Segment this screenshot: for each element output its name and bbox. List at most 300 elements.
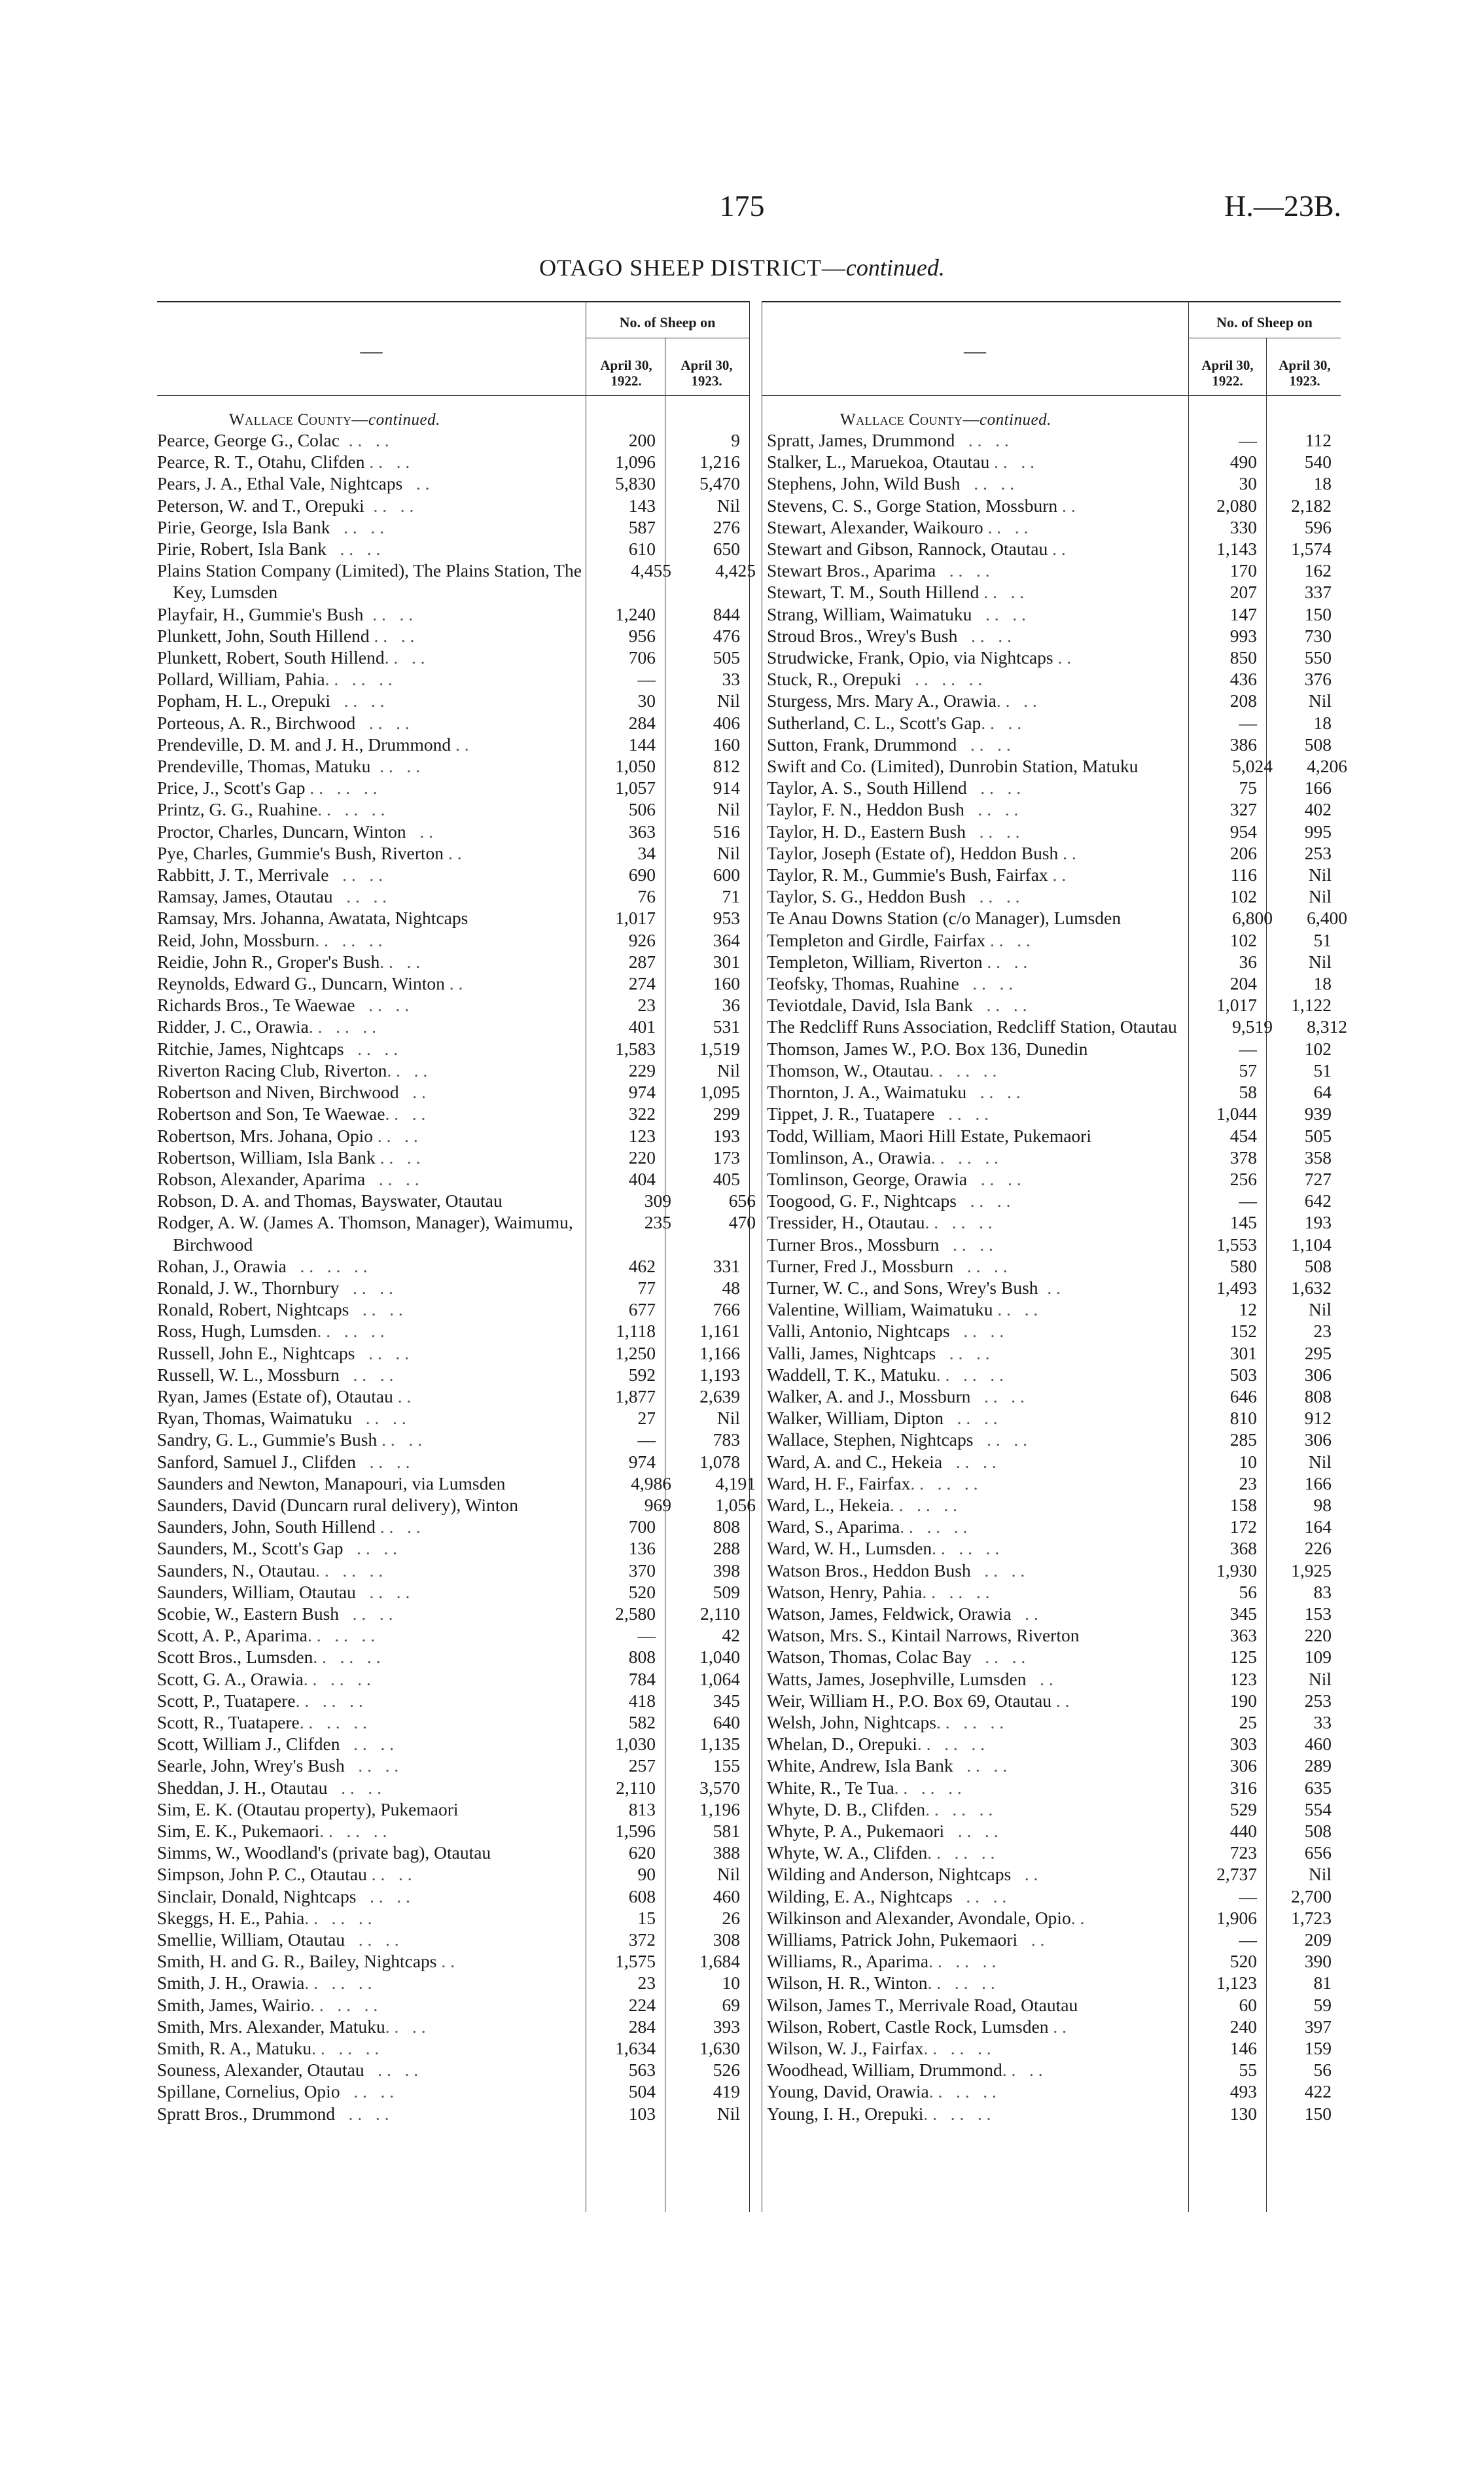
row-name-text: Taylor, R. M., Gummie's Bush, Fairfax [767, 865, 1048, 885]
table-row [767, 1972, 1341, 1993]
leader-dots: . . [1048, 2016, 1067, 2037]
table-row [157, 994, 749, 1016]
row-name-text: Young, David, Orawia [767, 2081, 929, 2102]
count-1923: 160 [713, 973, 740, 994]
row-name-text: Sutton, Frank, Drummond [767, 734, 957, 755]
count-1923: 1,135 [699, 1734, 740, 1755]
count-1923: 516 [713, 821, 740, 842]
section-heading-name: Wallace County— [840, 411, 980, 429]
row-name [157, 1668, 576, 1690]
leader-dots: . . . . . . [315, 1560, 383, 1581]
table-row [157, 1798, 749, 1820]
count-1923: 1,056 [715, 1494, 756, 1515]
table-row [767, 2016, 1341, 2037]
table-row [157, 560, 756, 603]
table-row [157, 2059, 749, 2081]
leader-dots: . . . . . . [307, 1625, 376, 1646]
row-name [767, 1494, 1179, 1516]
leader-dots: . . . . [982, 951, 1028, 972]
leader-dots: . . . . [970, 1385, 1025, 1406]
count-1922: 220 [628, 1147, 656, 1168]
row-name [767, 1755, 1179, 1776]
table-row [157, 451, 749, 473]
leader-dots: . . . . [385, 2016, 426, 2037]
row-name-text: Walker, William, Dipton [767, 1408, 944, 1429]
count-1923: 276 [713, 516, 740, 537]
row-name [767, 1211, 1179, 1233]
row-name [767, 1234, 1179, 1255]
row-name-text: Scott, P., Tuatapere [157, 1690, 296, 1711]
count-1922: 974 [628, 1451, 656, 1472]
row-name-text: Te Anau Downs Station (c/o Manager), Lumsden [767, 908, 1122, 929]
row-name [157, 1147, 576, 1168]
row-name [157, 1451, 576, 1473]
count-1922: 1,575 [615, 1951, 656, 1972]
row-name [157, 1320, 576, 1342]
row-name-text: Smith, Mrs. Alexander, Matuku [157, 2016, 385, 2037]
leader-dots: . . . . . . [889, 1494, 958, 1515]
row-name-text: Wilson, James T., Merrivale Road, Otautau [767, 1994, 1078, 2015]
row-name [157, 755, 576, 777]
row-name [157, 907, 576, 929]
leader-dots: . . . . [956, 1190, 1011, 1211]
count-1923: 953 [713, 908, 740, 929]
row-name [157, 734, 576, 755]
count-1922: 520 [1229, 1951, 1257, 1972]
table-row [157, 1516, 749, 1537]
row-name [157, 1603, 576, 1624]
table-row [767, 1863, 1341, 1885]
count-1922: 1,096 [615, 452, 656, 473]
leader-dots: . . . . . . [310, 1994, 378, 2015]
count-1923: 308 [713, 1929, 740, 1950]
row-name [767, 2059, 1179, 2081]
leader-dots: . . [1026, 1668, 1053, 1689]
leader-dots: . . . . [339, 1277, 393, 1298]
row-name-text: Thomson, W., Otautau [767, 1060, 930, 1081]
table-row [767, 1103, 1341, 1124]
count-1923: 2,110 [700, 1603, 740, 1624]
row-name-text: Richards Bros., Te Waewae [157, 995, 355, 1016]
leader-dots: . . . . . . [910, 1473, 978, 1493]
table-row [157, 864, 749, 885]
table-row [767, 1668, 1341, 1690]
count-1922: 1,118 [616, 1321, 656, 1342]
row-name-text: Williams, R., Aparima [767, 1951, 929, 1972]
count-1923: 939 [1304, 1103, 1332, 1124]
count-1922: 436 [1229, 669, 1257, 690]
table-row [767, 668, 1341, 690]
count-1923: 288 [713, 1538, 740, 1559]
table-row [157, 1581, 749, 1603]
row-name-text: Taylor, Joseph (Estate of), Heddon Bush [767, 842, 1059, 863]
row-name [767, 1798, 1179, 1820]
count-1922: 208 [1229, 690, 1257, 711]
col-1923-header: April 30, 1923. [1279, 357, 1331, 389]
table-row [157, 1537, 749, 1559]
table-row [157, 1777, 749, 1798]
count-1923: Nil [716, 1408, 740, 1429]
row-name [767, 1190, 1179, 1211]
count-1923: 102 [1304, 1038, 1332, 1059]
leader-dots: . . [444, 973, 463, 994]
count-1922: 404 [628, 1168, 656, 1189]
count-1922: 493 [1229, 2081, 1257, 2102]
count-1923: 150 [1304, 2103, 1332, 2124]
row-name-text: Turner, Fred J., Mossburn [767, 1255, 954, 1276]
leader-dots: . . . . [330, 690, 385, 711]
row-name [157, 2081, 576, 2102]
row-name [767, 1407, 1179, 1429]
leader-dots: . . . . [330, 516, 384, 537]
row-name-text: Saunders, William, Otautau [157, 1581, 356, 1602]
count-1922: 123 [1229, 1668, 1257, 1689]
table-row [767, 1342, 1341, 1364]
table-row [157, 690, 749, 711]
row-name-text: Ronald, Robert, Nightcaps [157, 1299, 349, 1320]
count-1923: 1,519 [699, 1038, 740, 1059]
row-name [767, 1885, 1179, 1907]
row-name-text: Scott, G. A., Orawia [157, 1668, 304, 1689]
row-name-text: Scobie, W., Eastern Bush [157, 1603, 340, 1624]
row-name-text: Welsh, John, Nightcaps [767, 1711, 937, 1732]
count-1922: 608 [628, 1885, 656, 1906]
row-name-text: Teviotdale, David, Isla Bank [767, 995, 974, 1016]
leader-dots: . . . . [964, 799, 1019, 820]
leader-dots: . . . . . . [932, 1538, 1000, 1559]
row-name [157, 864, 576, 885]
leader-dots: . . . . [380, 951, 421, 972]
row-name [767, 1972, 1179, 1993]
row-name [767, 1060, 1179, 1081]
row-name [157, 1820, 576, 1842]
table-row [767, 842, 1341, 864]
row-name-text: Watson, Henry, Pahia [767, 1581, 923, 1602]
row-name-text: Pears, J. A., Ethal Vale, Nightcaps [157, 473, 403, 494]
count-1923: 1,064 [699, 1668, 740, 1689]
count-1922: 418 [628, 1690, 656, 1711]
table-row [157, 1190, 756, 1211]
count-1923: 164 [1304, 1516, 1332, 1537]
count-1922: 363 [1229, 1625, 1257, 1646]
count-1923: 1,684 [699, 1951, 740, 1972]
row-name [767, 1820, 1179, 1842]
col-1923-header: April 30, 1923. [680, 357, 733, 389]
count-1922: 592 [628, 1364, 656, 1385]
count-1923: 18 [1313, 712, 1332, 733]
count-1923: 166 [1304, 1473, 1332, 1493]
row-name-text: Scott, William J., Clifden [157, 1734, 340, 1755]
leader-dots: . . [406, 821, 433, 842]
count-1922: — [1239, 712, 1257, 733]
table-row [157, 1277, 749, 1298]
row-name [157, 1994, 576, 2016]
row-name-text: Sheddan, J. H., Otautau [157, 1777, 328, 1798]
count-1922: 1,634 [615, 2038, 656, 2059]
count-1923: 306 [1304, 1429, 1332, 1450]
row-name-text: Sanford, Samuel J., Clifden [157, 1451, 356, 1472]
row-name-text: Proctor, Charles, Duncarn, Winton [157, 821, 406, 842]
table-row [767, 1429, 1341, 1450]
table-row [157, 473, 749, 494]
table-row [157, 1038, 749, 1060]
row-name [767, 560, 1179, 581]
leader-dots: . . . . [339, 1364, 394, 1385]
count-1923: 808 [1304, 1385, 1332, 1406]
count-1923: 540 [1304, 452, 1332, 473]
row-name [157, 994, 576, 1016]
count-1923: 642 [1304, 1190, 1332, 1211]
row-name-text: Tomlinson, George, Orawia [767, 1168, 968, 1189]
row-name [157, 1255, 576, 1277]
name-column-header: — [964, 339, 986, 363]
row-name [767, 951, 1179, 973]
leader-dots: . . . . [971, 1647, 1026, 1668]
leader-dots: . . . . . . [299, 1711, 367, 1732]
count-1923: 656 [728, 1190, 756, 1211]
count-1923: 306 [1304, 1364, 1332, 1385]
table-row [157, 1494, 756, 1516]
count-1922: 56 [1239, 1581, 1257, 1602]
row-name-text: Whyte, D. B., Clifden [767, 1798, 926, 1819]
row-name [767, 1429, 1179, 1450]
count-1922: 15 [637, 1907, 656, 1928]
row-name-text: Russell, John E., Nightcaps [157, 1342, 355, 1363]
row-name [767, 1646, 1179, 1668]
row-name-text: Playfair, H., Gummie's Bush [157, 603, 364, 624]
table-row [157, 885, 749, 907]
count-1923: 812 [713, 756, 740, 777]
row-name-text: Wilson, W. J., Fairfax [767, 2038, 924, 2059]
count-1922: 10 [1239, 1451, 1257, 1472]
count-1923: 6,400 [1307, 908, 1347, 929]
row-name-text: Stevens, C. S., Gorge Station, Mossburn [767, 495, 1058, 516]
leader-dots: . . . . . . [317, 1321, 385, 1342]
row-name-text: White, R., Te Tua [767, 1777, 894, 1798]
row-name [157, 560, 592, 603]
leader-dots: . . . . [364, 452, 410, 473]
table-row [157, 1994, 749, 2016]
count-1923: Nil [1308, 690, 1332, 711]
row-name-text: Wilkinson and Alexander, Avondale, Opio [767, 1907, 1071, 1928]
row-name [157, 1711, 576, 1733]
row-name [157, 1581, 576, 1603]
leader-dots: . . [1058, 842, 1076, 863]
count-1923: 56 [1313, 2060, 1332, 2081]
leader-dots: . . . . [372, 1125, 418, 1146]
table-row [767, 2103, 1341, 2124]
count-1923: Nil [1308, 886, 1332, 907]
row-name [157, 451, 576, 473]
row-name [767, 451, 1179, 473]
table-row [157, 1211, 756, 1255]
leader-dots: . . . . . . [927, 1842, 995, 1863]
leader-dots: . . [1011, 1603, 1038, 1624]
table-row [157, 1820, 749, 1842]
count-1922: 1,596 [615, 1821, 656, 1841]
row-name [157, 1211, 592, 1255]
table-top-rule [157, 301, 749, 302]
count-1923: Nil [716, 1060, 740, 1081]
row-name [157, 1342, 576, 1364]
row-name [767, 581, 1179, 603]
table-row [767, 1016, 1347, 1037]
count-1923: Nil [1308, 1299, 1332, 1320]
row-name [157, 647, 576, 668]
count-1923: 2,700 [1291, 1885, 1332, 1906]
row-name-text: Russell, W. L., Mossburn [157, 1364, 340, 1385]
leader-dots: . . . . [949, 1321, 1004, 1342]
leader-dots: . . . . [375, 1516, 421, 1537]
section-heading [840, 411, 1051, 429]
row-name-text: Stewart and Gibson, Rannock, Otautau [767, 539, 1048, 560]
count-1923: 193 [713, 1125, 740, 1146]
count-1922: 204 [1229, 973, 1257, 994]
table-row [157, 951, 749, 973]
count-1922: 60 [1239, 1994, 1257, 2015]
row-name-text: Toogood, G. F., Nightcaps [767, 1190, 957, 1211]
count-1922: 229 [628, 1060, 656, 1081]
row-name-text: Taylor, A. S., South Hillend [767, 777, 967, 798]
row-name [157, 1298, 576, 1320]
table-row [157, 516, 749, 538]
count-1922: 368 [1229, 1538, 1257, 1559]
count-1922: 116 [1230, 865, 1257, 885]
table-row [157, 1950, 749, 1972]
row-name-text: Plunkett, John, South Hillend [157, 625, 370, 646]
row-name-text: Ross, Hugh, Lumsden [157, 1321, 317, 1342]
count-1922: 200 [628, 430, 656, 450]
table-row [157, 1755, 749, 1776]
leader-dots: . . . . [944, 1821, 998, 1841]
count-1923: 1,040 [699, 1647, 740, 1668]
table-row [157, 2081, 749, 2102]
row-name [767, 1277, 1179, 1298]
table-row [157, 1320, 749, 1342]
leader-dots: . . . . [967, 1168, 1021, 1189]
row-name [767, 516, 1179, 538]
row-name [767, 864, 1179, 885]
table-row [767, 603, 1341, 625]
left-table [157, 301, 756, 2212]
table-header-rule [157, 395, 749, 396]
count-1923: 640 [713, 1711, 740, 1732]
count-1922: 1,583 [615, 1038, 656, 1059]
leader-dots: . . . . . . [927, 1973, 995, 1993]
table-row [767, 1320, 1341, 1342]
leader-dots: . . [1017, 1929, 1045, 1950]
leader-dots: . . . . . . [315, 929, 383, 950]
count-1922: 969 [644, 1494, 671, 1515]
count-1922: 75 [1239, 777, 1257, 798]
title-main: OTAGO SHEEP DISTRICT— [539, 255, 846, 281]
table-row [767, 1624, 1341, 1646]
section-heading-name: Wallace County— [229, 411, 369, 429]
count-1922: 2,080 [1216, 495, 1257, 516]
table-row [157, 1603, 749, 1624]
row-name-text: Saunders, N., Otautau [157, 1560, 316, 1581]
leader-dots: . . . . [327, 1777, 381, 1798]
count-1923: 253 [1304, 842, 1332, 863]
leader-dots: . . . . [355, 1581, 410, 1602]
col-1922-header: April 30, 1922. [1201, 357, 1254, 389]
row-name [767, 1711, 1179, 1733]
table-row [157, 1863, 749, 1885]
leader-dots: . . . . [953, 1755, 1008, 1776]
table-row [767, 1211, 1341, 1233]
table-row [767, 1711, 1341, 1733]
count-1923: Nil [1308, 1668, 1332, 1689]
leader-dots: . . . . [387, 1060, 428, 1081]
count-1923: 476 [713, 625, 740, 646]
row-name-text: Stephens, John, Wild Bush [767, 473, 961, 494]
count-1923: 289 [1304, 1755, 1332, 1776]
leader-dots: . . . . [343, 1538, 398, 1559]
table-row [157, 1125, 749, 1147]
table-row [767, 473, 1341, 494]
leader-dots: . . . . . . [286, 1255, 368, 1276]
count-1923: 783 [713, 1429, 740, 1450]
count-1923: 358 [1304, 1147, 1332, 1168]
count-1923: Nil [716, 2103, 740, 2124]
left-rows [157, 429, 756, 2124]
count-1922: 370 [628, 1560, 656, 1581]
table-row [767, 1190, 1341, 1211]
row-name-text: Taylor, H. D., Eastern Bush [767, 821, 966, 842]
leader-dots: . . . . [985, 929, 1031, 950]
leader-dots: . . . . . . [925, 1798, 993, 1819]
table-row [157, 1147, 749, 1168]
leader-dots: . . . . [952, 1885, 1007, 1906]
count-1923: 18 [1313, 473, 1332, 494]
row-name [157, 1494, 592, 1516]
leader-dots: . . . . [973, 1429, 1027, 1450]
row-name-text: Tomlinson, A., Orawia [767, 1147, 931, 1168]
row-name [767, 668, 1179, 690]
count-1922: 706 [628, 647, 656, 668]
count-1922: 504 [628, 2081, 656, 2102]
row-name-text: Whelan, D., Orepuki [767, 1734, 917, 1755]
table-row [767, 1277, 1341, 1298]
row-name [157, 1168, 576, 1190]
row-name-text: Ward, W. H., Lumsden [767, 1538, 932, 1559]
count-1922: 926 [628, 929, 656, 950]
row-name [157, 2037, 576, 2059]
row-name [767, 1950, 1179, 1972]
count-1923: 1,095 [699, 1082, 740, 1103]
leader-dots: . . . . . . [923, 2103, 991, 2124]
count-1922: — [1239, 1190, 1257, 1211]
leader-dots: . . . . [356, 1885, 410, 1906]
row-name-text: Todd, William, Maori Hill Estate, Pukemaori [767, 1125, 1091, 1146]
leader-dots: . . . . [957, 734, 1011, 755]
count-1923: 656 [1304, 1842, 1332, 1863]
count-1922: 620 [628, 1842, 656, 1863]
row-name-text: Ramsay, James, Otautau [157, 886, 333, 907]
row-name [767, 755, 1195, 777]
row-name [157, 712, 576, 734]
row-name [157, 929, 576, 951]
row-name [767, 907, 1195, 929]
table-row [767, 1255, 1341, 1277]
count-1922: 401 [628, 1016, 656, 1037]
row-name-text: Ryan, James (Estate of), Otautau [157, 1385, 393, 1406]
count-1923: 460 [713, 1885, 740, 1906]
row-name [157, 951, 576, 973]
table-row [157, 1060, 749, 1081]
row-name-text: Stewart, Alexander, Waikouro [767, 516, 983, 537]
count-1922: 145 [1229, 1212, 1257, 1233]
